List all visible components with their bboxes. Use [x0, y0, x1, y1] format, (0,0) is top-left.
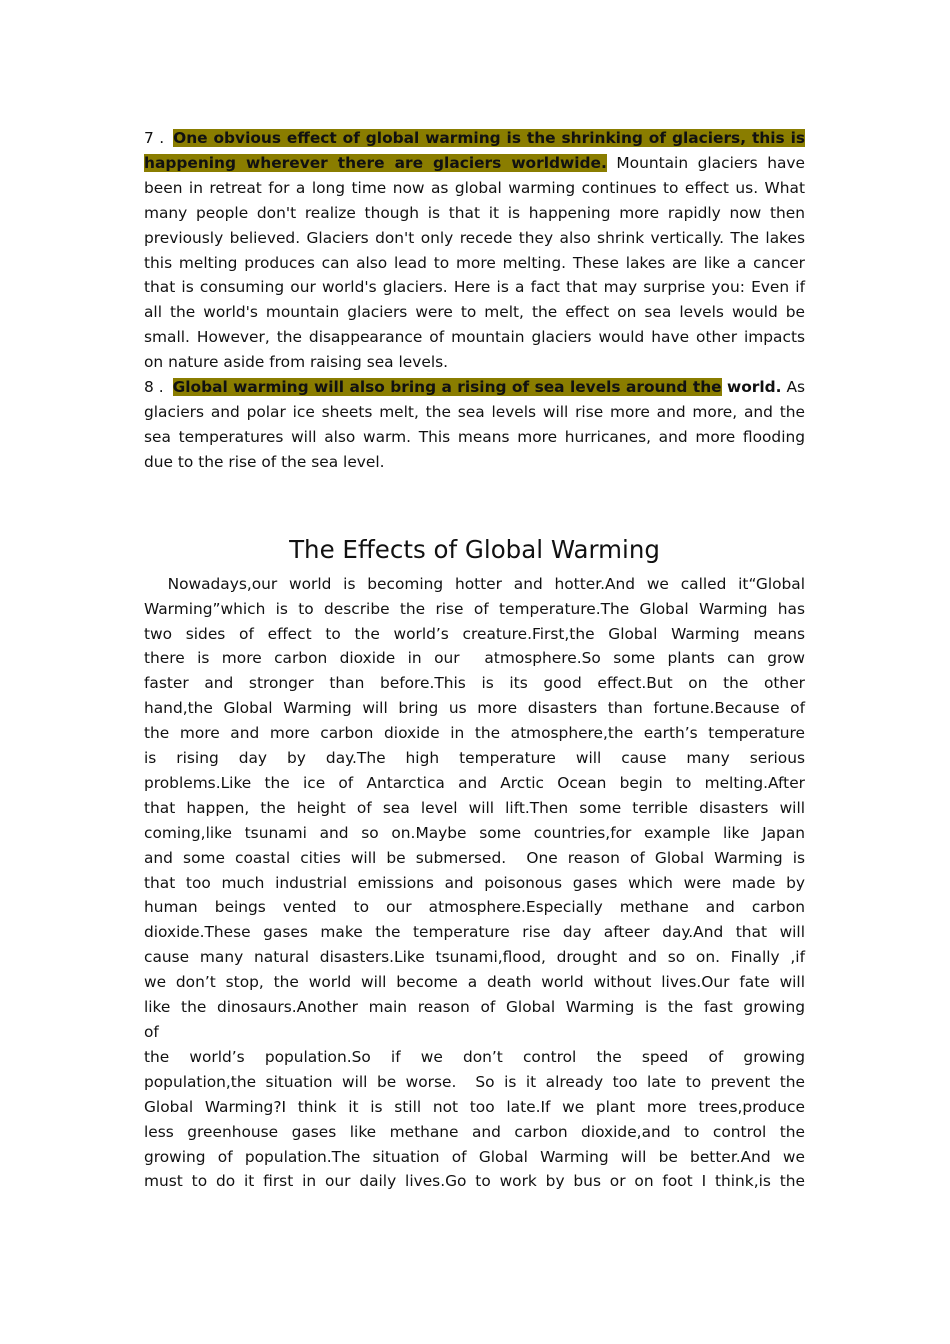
item-8-number: 8 .: [144, 378, 164, 397]
essay-line: hand,the Global Warming will bring us more disasters than fortune.Because of: [144, 699, 805, 718]
essay-line: human beings vented to our atmosphere.Especially methane and carbon: [144, 898, 805, 917]
essay-line: Global Warming?I think it is still not too late.If we plant more trees,produce: [144, 1097, 805, 1116]
essay-title: The Effects of Global Warming: [289, 534, 660, 564]
essay-line: the more and more carbon dioxide in the atmosphere,the earth’s temperature: [144, 724, 805, 743]
essay-line: and some coastal cities will be submersed. One reason of Global Warming is: [144, 848, 805, 867]
item-8-highlight: Global warming will also bring a rising of sea levels around the: [172, 378, 722, 397]
essay-line: that too much industrial emissions and poisonous gases which were made by: [144, 873, 805, 892]
essay-line: coming,like tsunami and so on.Maybe some countries,for example like Japan: [144, 823, 805, 842]
essay-line: two sides of effect to the world’s creature.First,the Global Warming means: [144, 624, 805, 643]
paragraph-item-7: [144, 126, 805, 375]
essay-line: problems.Like the ice of Antarctica and Arctic Ocean begin to melting.After: [144, 773, 805, 792]
essay-line: the world’s population.So if we don’t control the speed of growing: [144, 1047, 805, 1066]
essay-body: [144, 572, 805, 1195]
essay-line: faster and stronger than before.This is its good effect.But on the other: [144, 674, 805, 693]
item-8-bold-tail: world.: [721, 378, 782, 397]
item-7-number: 7 .: [144, 129, 165, 147]
item-7-body: Mountain glaciers have been in retreat for a long time now as global warming continues to effect us. What many people don't realize though is that it is happening more rapidly now then previously believed. Glaciers don't only recede they also shrink vertically. The lakes this melting produces can also lead to more melting. These lakes are like a cancer that is consuming our world's glaciers. Here is a fact that may surprise you: Even if all the world's mountain glaciers were to melt, the effect on sea levels would be small. However, the disappearance of mountain glaciers would have other impacts on nature aside from raising sea levels.: [144, 153, 805, 372]
item-7-highlight: One obvious effect of global warming is the shrinking of glaciers, this is happening wherever there are glaciers worldwide.: [144, 129, 806, 172]
essay-line: is rising day by day.The high temperature will cause many serious: [144, 749, 805, 768]
item-8-body: As glaciers and polar ice sheets melt, the sea levels will rise more and more, and the sea temperatures will also warm. This means more hurricanes, and more flooding due to the rise of the sea level.: [144, 378, 805, 471]
essay-line: population,the situation will be worse. So is it already too late to prevent the: [144, 1072, 805, 1091]
essay-line: dioxide.These gases make the temperature rise day afteer day.And that will: [144, 923, 805, 942]
essay-line: we don’t stop, the world will become a death world without lives.Our fate will: [144, 973, 805, 992]
essay-line: that happen, the height of sea level will lift.Then some terrible disasters will: [144, 798, 805, 817]
essay-line: Nowadays,our world is becoming hotter and hotter.And we called it“Global: [144, 574, 805, 593]
essay-line: growing of population.The situation of Global Warming will be better.And we: [144, 1147, 805, 1166]
essay-line: must to do it first in our daily lives.Go to work by bus or on foot I think,is the: [144, 1172, 805, 1191]
essay-line: there is more carbon dioxide in our atmosphere.So some plants can grow: [144, 649, 805, 668]
document-page: [144, 126, 805, 1194]
essay-line: Warming”which is to describe the rise of temperature.The Global Warming has: [144, 599, 805, 618]
paragraph-item-8: [144, 375, 805, 475]
essay-line: like the dinosaurs.Another main reason of Global Warming is the fast growing: [144, 998, 805, 1017]
essay-line: less greenhouse gases like methane and carbon dioxide,and to control the: [144, 1122, 805, 1141]
essay-line: cause many natural disasters.Like tsunami,flood, drought and so on. Finally ,if: [144, 948, 805, 967]
essay-line: of: [144, 1023, 159, 1041]
